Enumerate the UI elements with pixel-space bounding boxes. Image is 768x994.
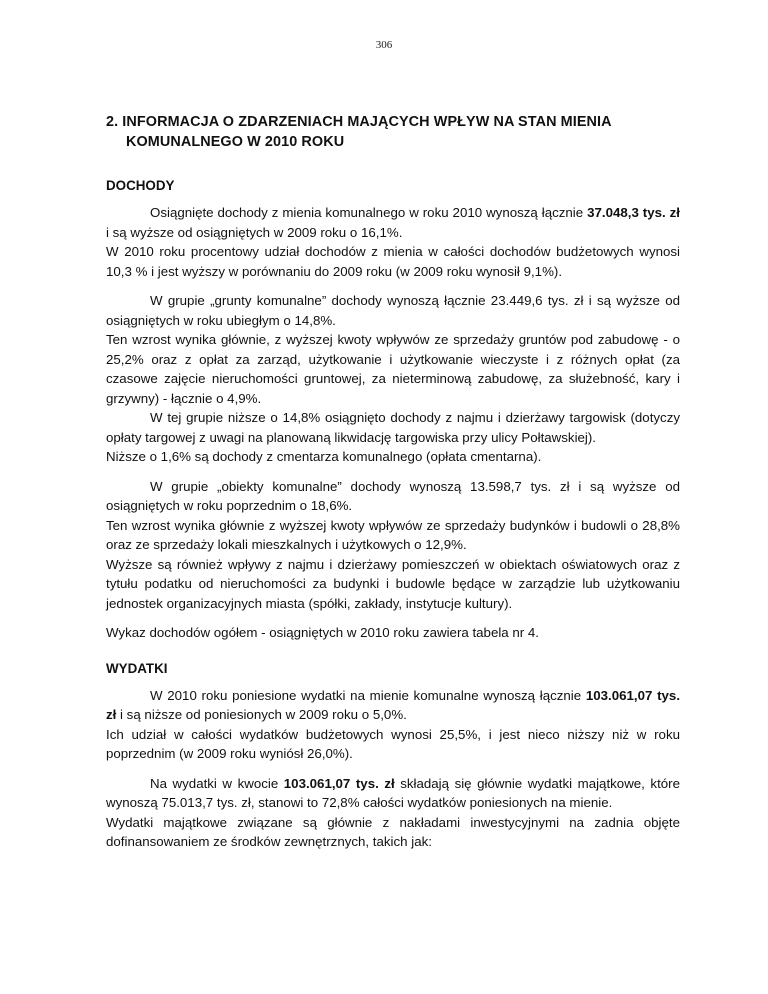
income-paragraph-2: W 2010 roku procentowy udział dochodów z mienia w całości dochodów budżetowych wynosi 10,3 % i jest wyższy w porównaniu do 2009 roku (w 2009 roku wynosił 9,1%).	[106, 244, 680, 279]
income-p1-text-c: i są wyższe od osiągniętych w 2009 roku o 16,1%.	[106, 224, 403, 240]
page-number: 306	[375, 39, 393, 51]
income-paragraph-9: Wyższe są również wpływy z najmu i dzierżawy pomieszczeń w obiektach oświatowych oraz z tytułu podatku od nieruchomości za budynki i budowle będące w zarządzie lub użytkowaniu jednostek organizacyjnych miasta (spółki, zakłady, instytucje kultury).	[106, 556, 680, 611]
expenses-p3-text-c: składają się głównie wydatki majątkowe, które wynoszą 75.013,7 tys. zł, stanowi to 72,8% całości wydatków poniesionych na mienie.	[106, 775, 680, 810]
income-paragraph-3: W grupie „grunty komunalne” dochody wynoszą łącznie 23.449,6 tys. zł i są wyższe od osiągniętych w roku ubiegłym o 14,8%.	[106, 293, 680, 328]
income-paragraph-8: Ten wzrost wynika głównie z wyższej kwoty wpływów ze sprzedaży budynków i budowli o 28,8% oraz ze sprzedaży lokali mieszkalnych i użytkowych o 12,9%.	[106, 517, 680, 552]
income-paragraph-4: Ten wzrost wynika głównie, z wyższej kwoty wpływów ze sprzedaży gruntów pod zabudowę - o 25,2% oraz z opłat za zarząd, użytkowanie i użytkowanie wieczyste i z różnych opłat (za czasowe zajęcie nieruchomości gruntowej, za nieterminową zabudowę, za służebność, kary i grzywny) - łącznie o 4,9%.	[106, 332, 680, 406]
heading-line-2: KOMUNALNEGO W 2010 ROKU	[126, 134, 345, 150]
expenses-section-title: WYDATKI	[106, 660, 168, 676]
section-heading	[106, 112, 680, 152]
income-p1-text-a: Osiągnięte dochody z mienia komunalnego w roku 2010 wynoszą łącznie	[150, 205, 588, 220]
expenses-paragraph-2: Ich udział w całości wydatków budżetowych wynosi 25,5%, i jest nieco niższy niż w roku poprzednim (w 2009 roku wyniósł 26,0%).	[106, 726, 680, 761]
document-body	[106, 112, 680, 852]
expenses-p1-text-c: i są niższe od poniesionych w 2009 roku o 5,0%.	[116, 707, 407, 722]
income-paragraph-1	[106, 203, 680, 242]
expenses-paragraph-4: Wydatki majątkowe związane są głównie z nakładami inwestycyjnymi na zadnia objęte dofinansowaniem ze środków zewnętrznych, takich jak:	[106, 814, 680, 849]
expenses-paragraph-3	[106, 774, 680, 813]
expenses-paragraph-1	[106, 686, 680, 725]
expenses-amount-bold: 103.061,07 tys. zł	[283, 775, 395, 791]
expenses-p3-text-a: Na wydatki w kwocie	[150, 775, 284, 791]
heading-line-1: 2. INFORMACJA O ZDARZENIACH MAJĄCYCH WPŁYW NA STAN MIENIA	[106, 114, 612, 130]
income-section-title: DOCHODY	[106, 178, 175, 193]
expenses-total-amount: 103.061,07 tys. zł	[106, 687, 681, 722]
income-paragraph-5: W tej grupie niższe o 14,8% osiągnięto dochody z najmu i dzierżawy targowisk (dotyczy opłaty targowej z uwagi na planowaną likwidację targowiska przy ulicy Połtawskiej).	[106, 410, 680, 445]
expenses-p1-text-a: W 2010 roku poniesione wydatki na mienie komunalne wynoszą łącznie	[150, 687, 586, 703]
income-total-amount: 37.048,3 tys. zł	[587, 205, 680, 220]
income-paragraph-10: Wykaz dochodów ogółem - osiągniętych w 2010 roku zawiera tabela nr 4.	[106, 625, 539, 640]
income-paragraph-7: W grupie „obiekty komunalne” dochody wynoszą 13.598,7 tys. zł i są wyższe od osiągniętych w roku poprzednim o 18,6%.	[106, 478, 680, 513]
income-paragraph-6: Niższe o 1,6% są dochody z cmentarza komunalnego (opłata cmentarna).	[106, 449, 542, 464]
